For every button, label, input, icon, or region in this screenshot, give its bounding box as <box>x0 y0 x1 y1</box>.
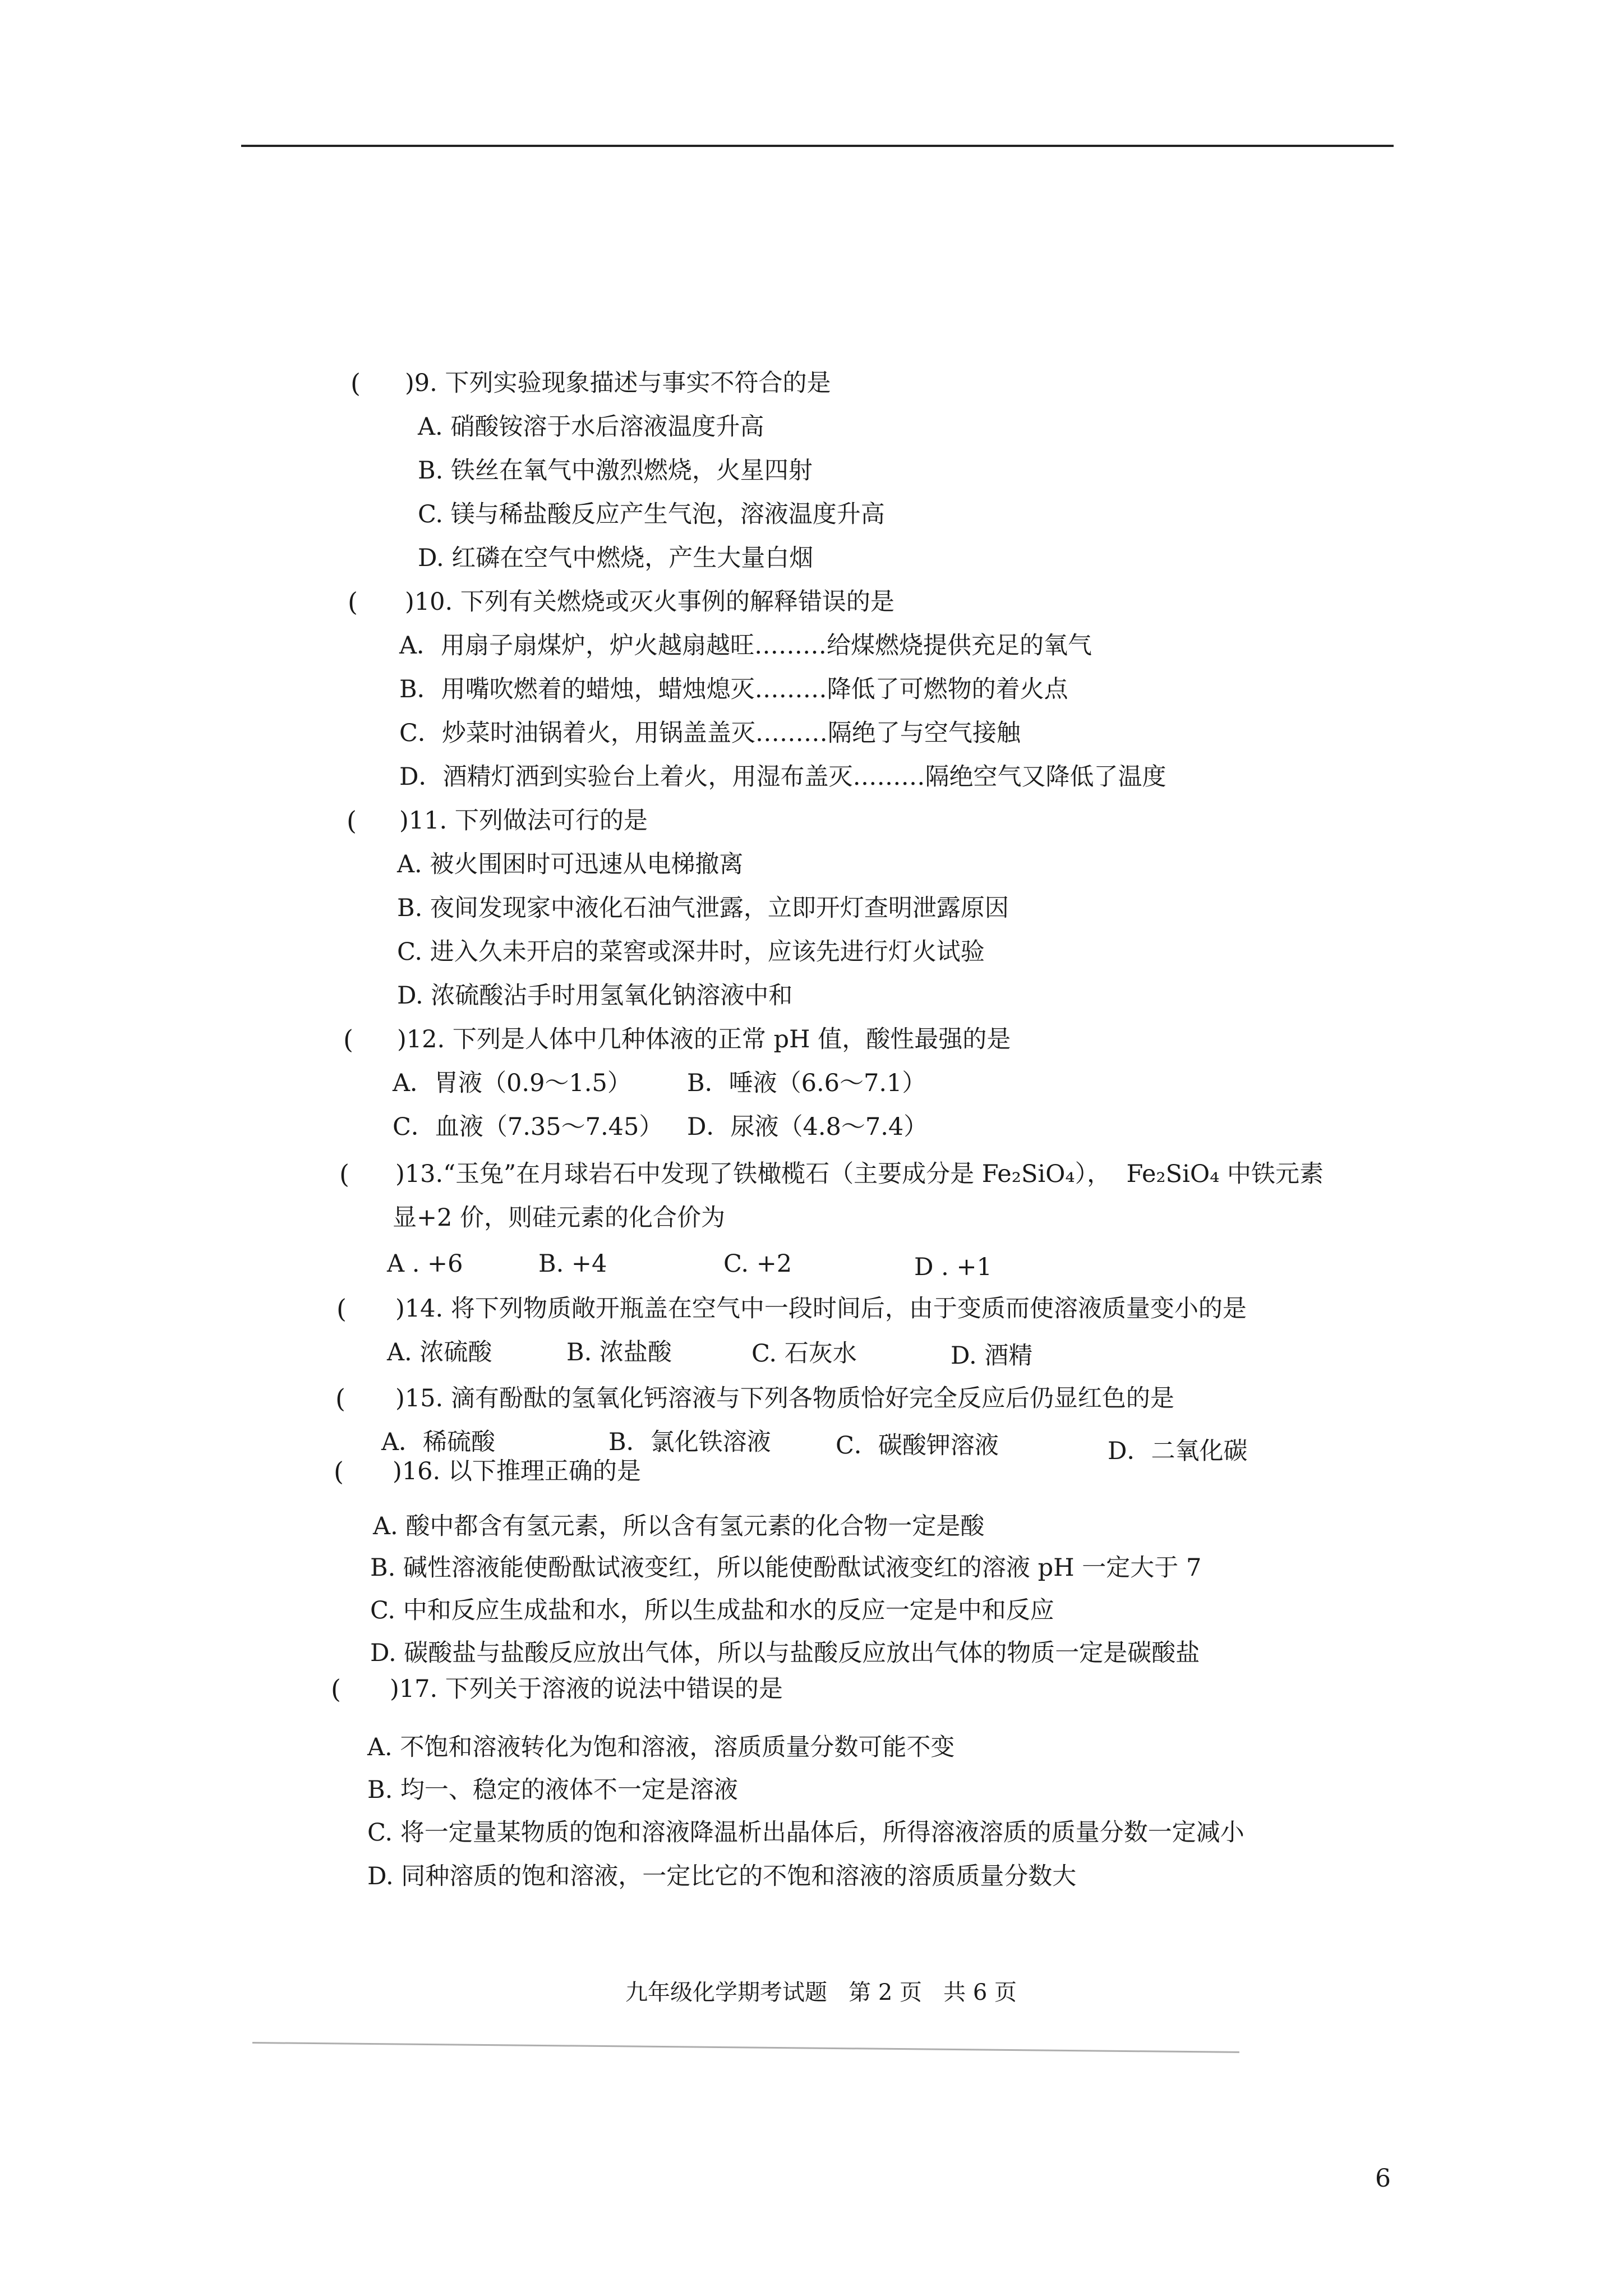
footer-scan-edge <box>252 2042 1239 2053</box>
question-10-option-b: B．用嘴吹燃着的蜡烛，蜡烛熄灭………降低了可燃物的着火点 <box>399 675 1068 703</box>
question-17-stem: )17. 下列关于溶液的说法中错误的是 <box>390 1675 783 1703</box>
question-12-option-d: D．尿液（4.8～7.4） <box>687 1113 928 1141</box>
answer-paren-14: ( <box>336 1294 347 1324</box>
question-14-option-d: D. 酒精 <box>951 1342 1033 1370</box>
question-11-option-c: C. 进入久未开启的菜窖或深井时，应该先进行灯火试验 <box>397 938 985 966</box>
question-15-option-a: A．稀硫酸 <box>381 1428 496 1456</box>
question-11-option-b: B. 夜间发现家中液化石油气泄露，立即开灯查明泄露原因 <box>397 894 1009 922</box>
question-16-option-c: C. 中和反应生成盐和水，所以生成盐和水的反应一定是中和反应 <box>370 1596 1054 1625</box>
question-17-option-c: C. 将一定量某物质的饱和溶液降温析出晶体后，所得溶液溶质的质量分数一定减小 <box>367 1819 1244 1847</box>
question-9-option-a: A. 硝酸铵溶于水后溶液温度升高 <box>418 413 764 441</box>
question-9-option-d: D. 红磷在空气中燃烧，产生大量白烟 <box>418 544 814 572</box>
question-15-option-d: D．二氧化碳 <box>1108 1437 1248 1465</box>
answer-paren-13: ( <box>339 1159 349 1189</box>
page-number: 6 <box>1375 2164 1391 2193</box>
question-10-stem: )10. 下列有关燃烧或灭火事例的解释错误的是 <box>405 588 895 616</box>
question-13-option-b: B. +4 <box>538 1250 607 1278</box>
question-17-option-a: A. 不饱和溶液转化为饱和溶液，溶质质量分数可能不变 <box>367 1733 955 1761</box>
question-13-option-a: A . +6 <box>387 1250 463 1278</box>
answer-paren-16: ( <box>334 1456 344 1487</box>
question-12-option-a: A．胃液（0.9～1.5） <box>393 1069 631 1097</box>
question-9-option-b: B. 铁丝在氧气中激烈燃烧，火星四射 <box>418 457 813 485</box>
question-13-option-c: C. +2 <box>723 1250 792 1278</box>
answer-paren-11: ( <box>347 806 357 836</box>
question-11-option-d: D. 浓硫酸沾手时用氢氧化钠溶液中和 <box>397 982 793 1010</box>
question-17-option-d: D. 同种溶质的饱和溶液，一定比它的不饱和溶液的溶质质量分数大 <box>367 1862 1077 1890</box>
answer-paren-12: ( <box>343 1024 353 1055</box>
question-17-option-b: B. 均一、稳定的液体不一定是溶液 <box>367 1776 738 1804</box>
question-13-option-d: D . +1 <box>914 1253 992 1281</box>
question-13-stem: )13.“玉兔”在月球岩石中发现了铁橄榄石（主要成分是 Fe₂SiO₄）， Fe₂SiO₄ 中铁元素 <box>395 1160 1324 1188</box>
answer-paren-9: ( <box>351 368 361 398</box>
question-14-option-c: C. 石灰水 <box>751 1340 857 1368</box>
question-10-option-d: D．酒精灯洒到实验台上着火，用湿布盖灭………隔绝空气又降低了温度 <box>399 763 1166 791</box>
question-16-stem: )16. 以下推理正确的是 <box>393 1457 641 1485</box>
question-16-option-b: B. 碱性溶液能使酚酞试液变红，所以能使酚酞试液变红的溶液 pH 一定大于 7 <box>370 1554 1202 1582</box>
question-12-option-c: C．血液（7.35～7.45） <box>393 1113 663 1141</box>
question-15-option-c: C．碳酸钾溶液 <box>836 1432 999 1460</box>
exam-footer: 九年级化学期考试题 第 2 页 共 6 页 <box>625 1980 1017 2005</box>
answer-paren-10: ( <box>348 587 358 617</box>
question-12-stem: )12. 下列是人体中几种体液的正常 pH 值，酸性最强的是 <box>397 1025 1011 1053</box>
answer-paren-17: ( <box>331 1674 341 1704</box>
question-11-stem: )11. 下列做法可行的是 <box>399 807 648 835</box>
question-15-option-b: B．氯化铁溶液 <box>608 1428 771 1456</box>
question-9-option-c: C. 镁与稀盐酸反应产生气泡，溶液温度升高 <box>418 500 885 528</box>
question-15-stem: )15. 滴有酚酞的氢氧化钙溶液与下列各物质恰好完全反应后仍显红色的是 <box>395 1384 1174 1412</box>
question-10-option-c: C．炒菜时油锅着火，用锅盖盖灭………隔绝了与空气接触 <box>399 719 1021 747</box>
question-10-option-a: A．用扇子扇煤炉，炉火越扇越旺………给煤燃烧提供充足的氧气 <box>399 632 1092 660</box>
question-14-option-b: B. 浓盐酸 <box>566 1338 672 1366</box>
question-9-stem: )9. 下列实验现象描述与事实不符合的是 <box>405 369 831 397</box>
header-rule <box>241 145 1394 147</box>
question-16-option-d: D. 碳酸盐与盐酸反应放出气体，所以与盐酸反应放出气体的物质一定是碳酸盐 <box>370 1639 1200 1667</box>
question-12-option-b: B．唾液（6.6～7.1） <box>687 1069 926 1097</box>
question-13-stem-continued: 显+2 价，则硅元素的化合价为 <box>393 1204 726 1232</box>
question-11-option-a: A. 被火围困时可迅速从电梯撤离 <box>397 850 744 878</box>
question-16-option-a: A. 酸中都含有氢元素，所以含有氢元素的化合物一定是酸 <box>373 1512 985 1540</box>
answer-paren-15: ( <box>335 1383 345 1414</box>
question-14-stem: )14. 将下列物质敞开瓶盖在空气中一段时间后，由于变质而使溶液质量变小的是 <box>395 1295 1247 1323</box>
question-14-option-a: A. 浓硫酸 <box>387 1338 492 1366</box>
